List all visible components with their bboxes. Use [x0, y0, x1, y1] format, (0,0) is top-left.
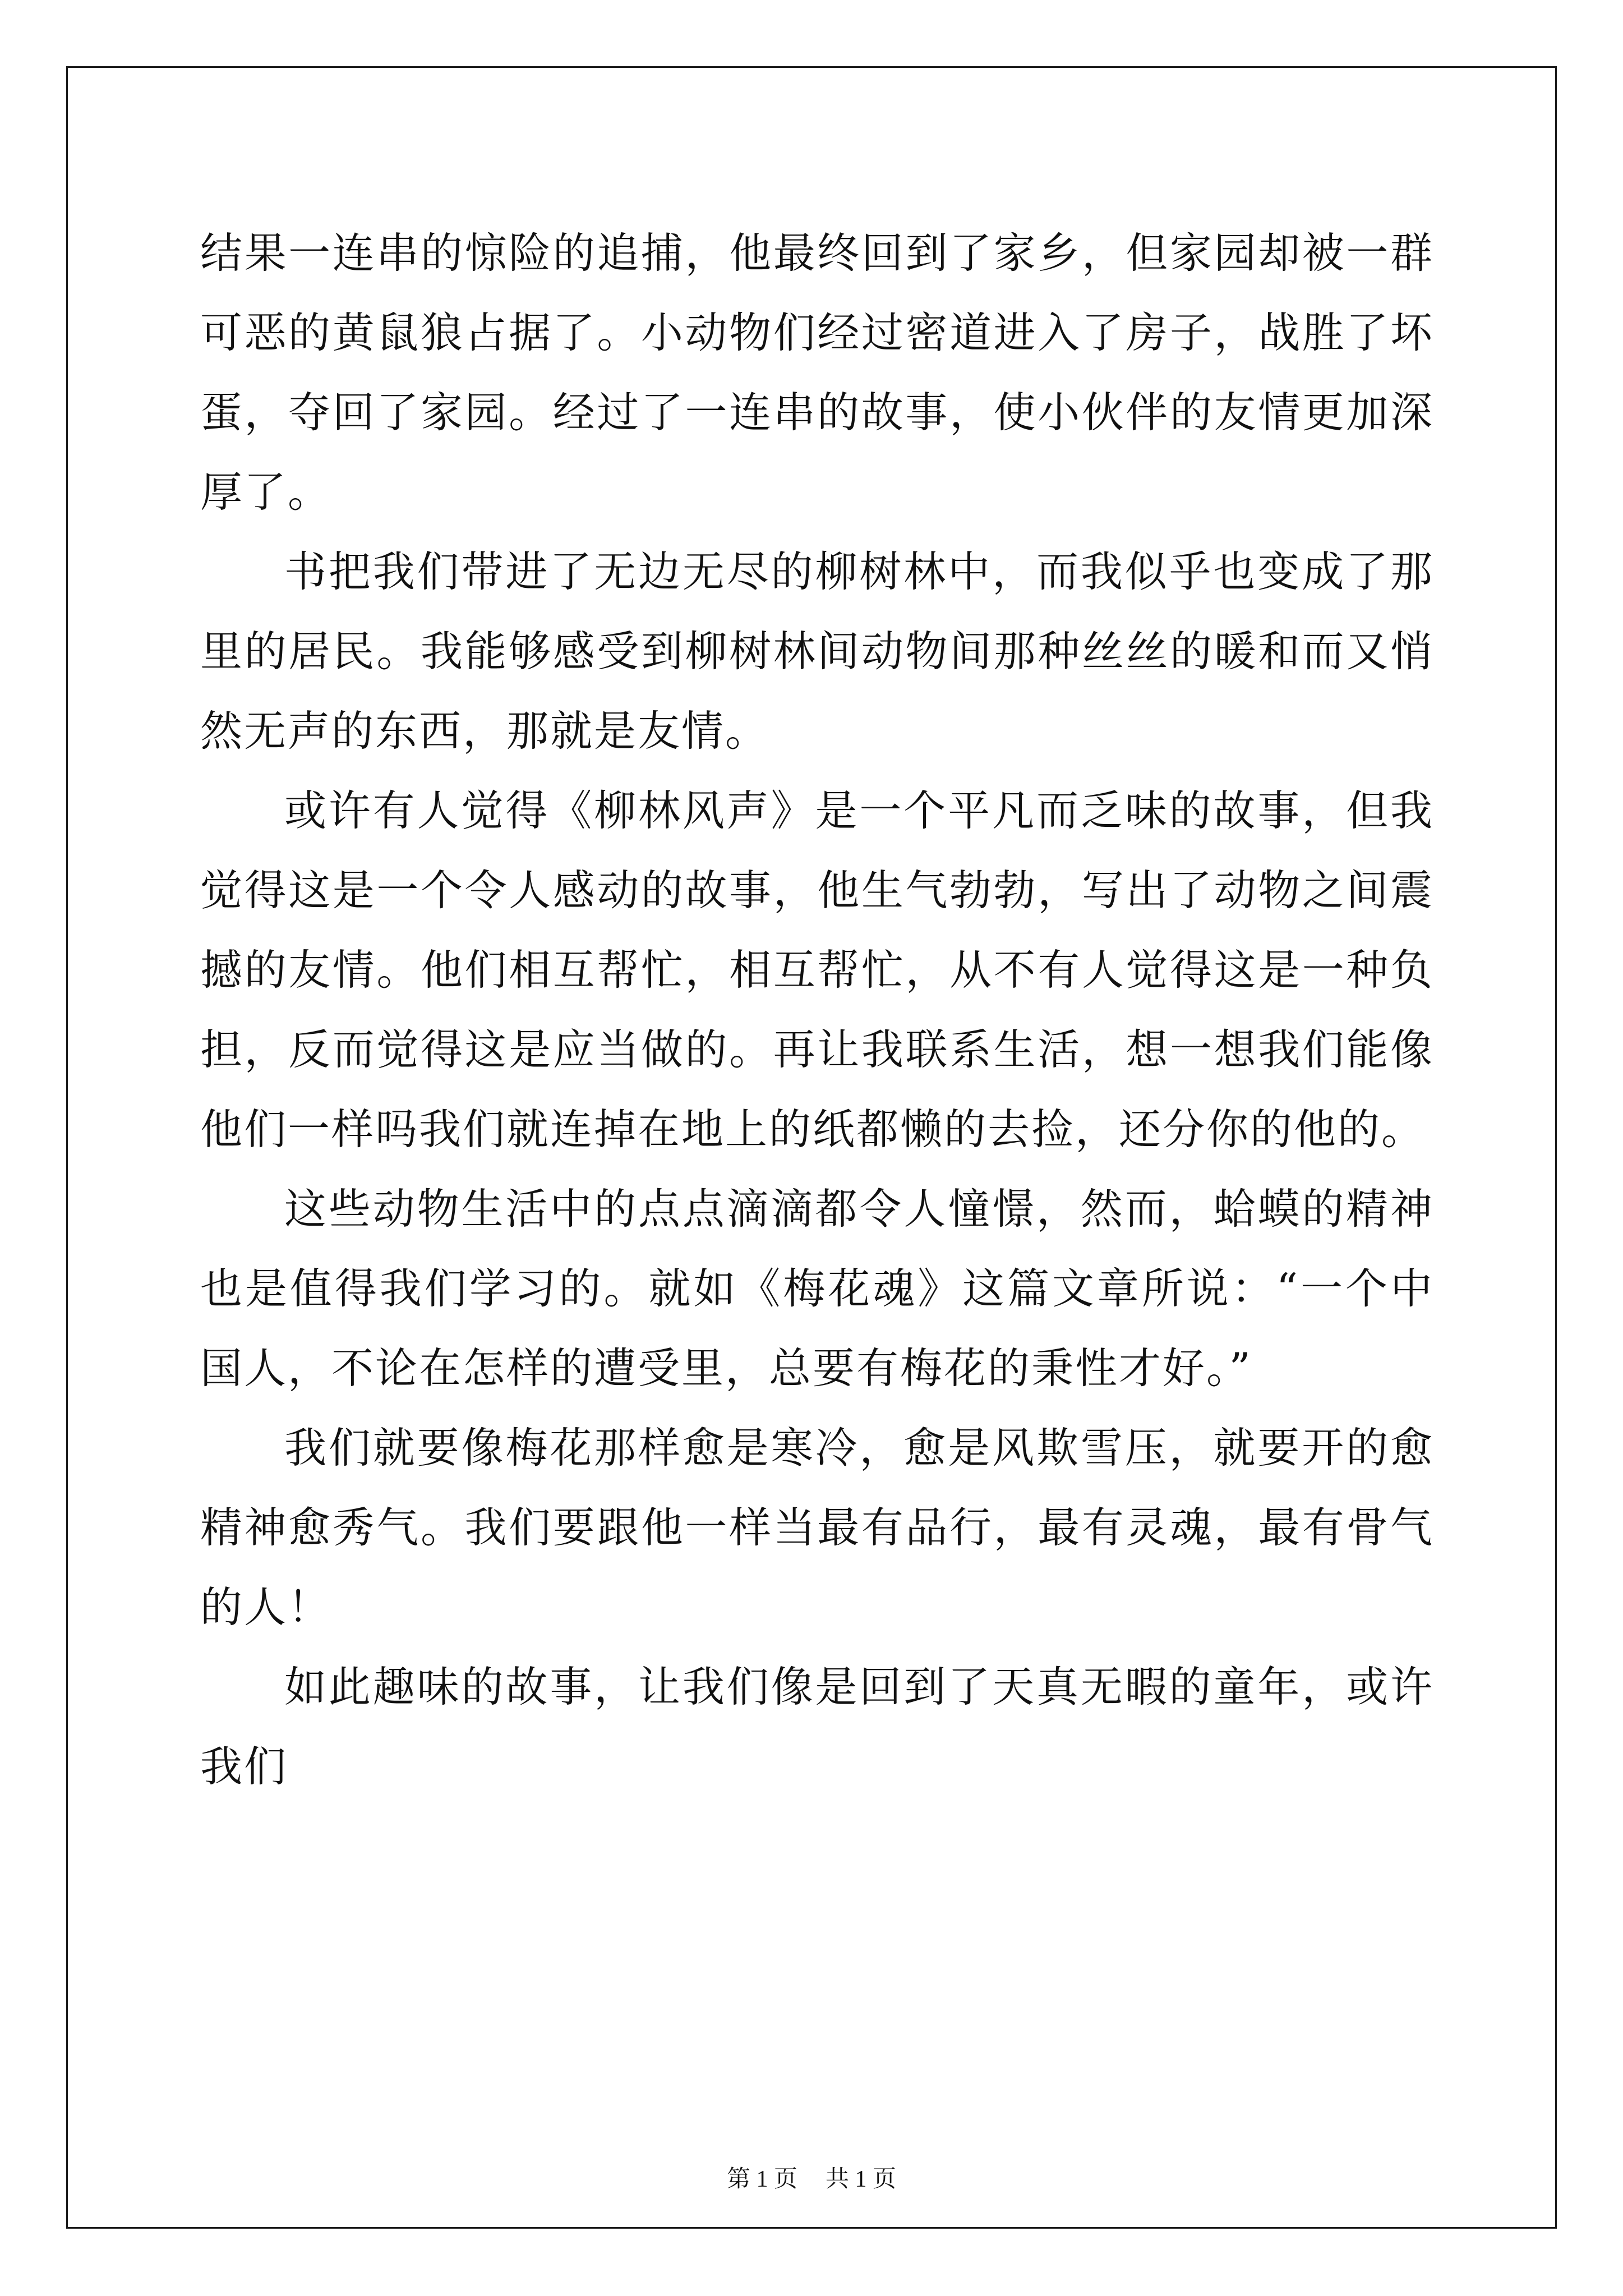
paragraph: 我们就要像梅花那样愈是寒冷，愈是风欺雪压，就要开的愈精神愈秀气。我们要跟他一样当最有品行，最有灵魂，最有骨气的人！ — [200, 1423, 1434, 1632]
page-number-current: 第 1 页 — [726, 2166, 797, 2192]
paragraph: 结果一连串的惊险的追捕，他最终回到了家乡，但家园却被一群可恶的黄鼠狼占据了。小动物们经过密道进入了房子，战胜了坏蛋，夺回了家园。经过了一连串的故事，使小伙伴的友情更加深厚了。 — [200, 228, 1434, 517]
paragraph: 书把我们带进了无边无尽的柳树林中，而我似乎也变成了那里的居民。我能够感受到柳树林间动物间那种丝丝的暖和而又悄然无声的东西，那就是友情。 — [200, 547, 1434, 756]
document-body — [200, 213, 1434, 1806]
paragraph: 如此趣味的故事，让我们像是回到了天真无暇的童年，或许我们 — [200, 1662, 1434, 1791]
paragraph: 这些动物生活中的点点滴滴都令人憧憬，然而，蛤蟆的精神也是值得我们学习的。就如《梅花魂》这篇文章所说：“一个中国人，不论在怎样的遭受里，总要有梅花的秉性才好。” — [200, 1184, 1434, 1393]
paragraph: 或许有人觉得《柳林风声》是一个平凡而乏味的故事，但我觉得这是一个令人感动的故事，他生气勃勃，写出了动物之间震撼的友情。他们相互帮忙，相互帮忙，从不有人觉得这是一种负担，反而觉得这是应当做的。再让我联系生活，想一想我们能像他们一样吗我们就连掉在地上的纸都懒的去捡，还分你的他的。 — [200, 786, 1434, 1154]
page-number-total: 共 1 页 — [826, 2166, 897, 2192]
page-footer — [0, 2162, 1623, 2196]
